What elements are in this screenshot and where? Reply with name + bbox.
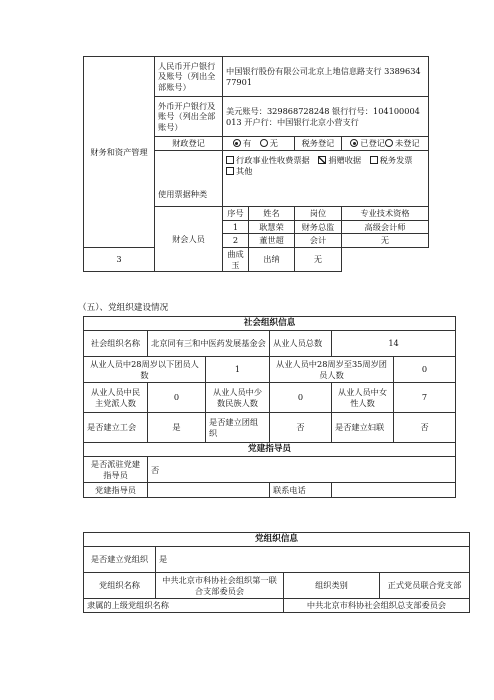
party-name-value: 中共北京市科协社会组织第一联合支部委员会 xyxy=(156,573,284,599)
staff-cell: 无 xyxy=(295,247,342,271)
union-label: 是否建立工会 xyxy=(84,413,148,443)
instructor-phone-label: 联系电话 xyxy=(270,483,332,498)
staff-total-label: 从业人员总数 xyxy=(270,331,332,357)
staff-header-cell: 岗位 xyxy=(295,207,342,221)
party-established-label: 是否建立党组织 xyxy=(84,547,156,573)
staff-cell: 高级会计师 xyxy=(342,220,429,234)
league-label: 是否建立团组织 xyxy=(206,413,270,443)
under28-label: 从业人员中28周岁以下团员人数 xyxy=(84,357,206,383)
instructor-phone-value xyxy=(332,483,456,498)
party-type-value: 正式党员联合党支部 xyxy=(380,573,470,599)
staff-cell: 耿慧荣 xyxy=(249,220,295,234)
tax-reg-no-radio[interactable] xyxy=(260,139,268,147)
minority-label: 从业人员中少数民族人数 xyxy=(206,383,270,413)
staff-header-cell: 序号 xyxy=(223,207,249,221)
bill-opt2-label: 捐赠收据 xyxy=(328,155,362,165)
tax-unregistered-label: 未登记 xyxy=(395,138,420,149)
social-org-title: 社会组织信息 xyxy=(84,317,456,331)
party-org-table xyxy=(83,532,470,613)
female-label: 从业人员中女性人数 xyxy=(332,383,394,413)
bill-opt3-label: 税务发票 xyxy=(379,155,413,165)
democratic-value: 0 xyxy=(148,383,206,413)
fx-account-value: 美元账号：329868728248 银行行号：104100004013 开户行：中国银行北京小营支行 xyxy=(223,97,429,137)
rmb-account-value: 中国银行股份有限公司北京上地信息路支行 338963477901 xyxy=(223,57,429,97)
social-org-table xyxy=(83,316,456,498)
party-type-label: 组织类别 xyxy=(284,573,380,599)
women-label: 是否建立妇联 xyxy=(332,413,394,443)
staff-cell: 财务总监 xyxy=(295,220,342,234)
bill-opt1-checkbox[interactable] xyxy=(226,156,234,164)
staff-label: 财会人员 xyxy=(155,207,223,272)
party-org-title: 党组织信息 xyxy=(84,533,470,547)
fx-account-label: 外币开户银行及账号（列出全部账号） xyxy=(155,97,223,137)
staff-header-cell: 专业技术资格 xyxy=(342,207,429,221)
staff-cell: 会计 xyxy=(295,234,342,248)
bill-type-label: 使用票据种类 xyxy=(155,151,223,207)
org-name-value: 北京同有三和中医药发展基金会 xyxy=(148,331,270,357)
party-parent-label: 隶属的上级党组织名称 xyxy=(84,599,284,613)
instructor-name-value xyxy=(148,483,270,498)
staff-row xyxy=(84,247,429,271)
staff-header-cell: 姓名 xyxy=(249,207,295,221)
party-section-title: （五）、党组织建设情况 xyxy=(78,303,169,313)
tax-label: 税务登记 xyxy=(295,137,342,151)
league-value: 否 xyxy=(270,413,332,443)
tax-reg-yes-label: 有 xyxy=(242,138,252,149)
tax-reg-no-label: 无 xyxy=(269,138,278,149)
staff-cell: 出纳 xyxy=(249,247,295,271)
tax-options xyxy=(342,137,429,151)
age28-35-label: 从业人员中28周岁至35周岁团员人数 xyxy=(270,357,394,383)
party-established-value: 是 xyxy=(156,547,470,573)
bill-opt4-checkbox[interactable] xyxy=(226,167,234,175)
tax-registered-label: 已登记 xyxy=(360,138,385,149)
staff-cell: 3 xyxy=(84,247,155,271)
under28-value: 1 xyxy=(206,357,270,383)
female-value: 7 xyxy=(394,383,456,413)
women-value: 否 xyxy=(394,413,456,443)
rmb-account-label: 人民币开户银行及账号（列出全部账号） xyxy=(155,57,223,97)
finance-table xyxy=(83,56,429,272)
tax-reg-options xyxy=(223,137,295,151)
party-name-label: 党组织名称 xyxy=(84,573,156,599)
bill-opt4-label: 其他 xyxy=(236,165,253,176)
instructor-title: 党建指导员 xyxy=(84,443,456,457)
bill-type-options xyxy=(223,151,429,207)
staff-cell: 曲成玉 xyxy=(223,247,249,271)
tax-registered-radio[interactable] xyxy=(350,139,358,147)
staff-cell: 无 xyxy=(342,234,429,248)
tax-reg-yes-radio[interactable] xyxy=(233,139,241,147)
democratic-label: 从业人员中民主党派人数 xyxy=(84,383,148,413)
tax-reg-label: 财政登记 xyxy=(155,137,223,151)
age28-35-value: 0 xyxy=(394,357,456,383)
finance-section-label: 财务和资产管理 xyxy=(84,57,155,248)
tax-unregistered-radio[interactable] xyxy=(385,139,393,147)
staff-cell: 2 xyxy=(223,234,249,248)
staff-cell: 1 xyxy=(223,220,249,234)
bill-opt3-checkbox[interactable] xyxy=(370,156,378,164)
union-value: 是 xyxy=(148,413,206,443)
instructor-name-label: 党建指导员 xyxy=(84,483,148,498)
bill-opt2-checkbox[interactable] xyxy=(318,156,326,164)
bill-opt1-label: 行政事业性收费票据 xyxy=(236,155,310,165)
party-parent-value: 中共北京市科协社会组织总支部委员会 xyxy=(284,599,470,613)
instructor-assigned-value: 否 xyxy=(148,457,456,483)
minority-value: 0 xyxy=(270,383,332,413)
org-name-label: 社会组织名称 xyxy=(84,331,148,357)
staff-total-value: 14 xyxy=(332,331,456,357)
instructor-assigned-label: 是否派驻党建指导员 xyxy=(84,457,148,483)
staff-cell: 董世超 xyxy=(249,234,295,248)
